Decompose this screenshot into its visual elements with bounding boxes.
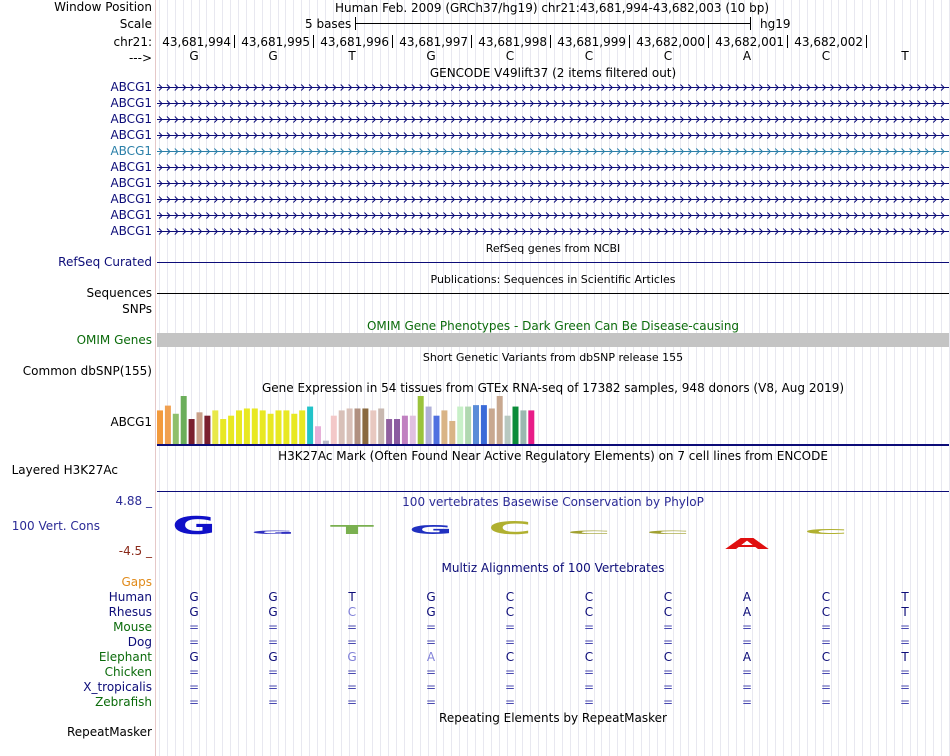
gtex-tissue-bar[interactable]	[181, 396, 187, 444]
gtex-tissue-bar[interactable]	[307, 407, 313, 444]
alignment-base: T	[901, 590, 909, 604]
gtex-tissue-bar[interactable]	[394, 419, 400, 444]
alignment-base: =	[583, 635, 595, 649]
alignment-base: =	[662, 620, 674, 634]
alignment-base: =	[267, 665, 279, 679]
alignment-base: =	[899, 665, 911, 679]
reference-base: G	[426, 49, 436, 63]
alignment-base: =	[583, 620, 595, 634]
alignment-base: C	[584, 650, 594, 664]
label-divider	[155, 0, 156, 756]
gencode-gene-label[interactable]: ABCG1	[110, 192, 152, 206]
reference-base: C	[821, 49, 831, 63]
alignment-base: C	[821, 590, 831, 604]
alignment-base: =	[504, 665, 516, 679]
alignment-base: =	[820, 680, 832, 694]
alignment-base: =	[583, 680, 595, 694]
phylop-base-logo: C	[488, 518, 532, 539]
alignment-base: =	[267, 635, 279, 649]
alignment-base: C	[821, 650, 831, 664]
gencode-transcript[interactable]	[157, 197, 949, 203]
alignment-base: =	[741, 695, 753, 709]
gtex-tissue-bar[interactable]	[386, 419, 392, 444]
phylop-logo[interactable]	[157, 512, 949, 552]
phylop-base-logo: C	[803, 527, 848, 536]
gencode-transcript[interactable]	[157, 149, 949, 155]
multiz-track-title: Multiz Alignments of 100 Vertebrates	[441, 561, 665, 575]
alignment-base: =	[346, 695, 358, 709]
gtex-tissue-bar[interactable]	[347, 408, 353, 444]
gencode-transcript[interactable]	[157, 133, 949, 139]
gtex-tissue-bar[interactable]	[212, 410, 218, 444]
alignment-base: =	[346, 680, 358, 694]
alignment-base: G	[189, 650, 199, 664]
alignment-base: C	[663, 650, 673, 664]
reference-base: C	[663, 49, 673, 63]
gtex-tissue-bar[interactable]	[370, 410, 376, 444]
position-tick-label: 43,681,996	[320, 35, 389, 49]
alignment-base: G	[347, 650, 357, 664]
gtex-tissue-bar[interactable]	[378, 408, 384, 444]
gencode-transcript[interactable]	[157, 213, 949, 219]
gtex-tissue-bar[interactable]	[220, 419, 226, 444]
gtex-tissue-bar[interactable]	[299, 410, 305, 444]
gtex-tissue-bar[interactable]	[339, 410, 345, 444]
reference-base: C	[505, 49, 515, 63]
gencode-gene-label[interactable]: ABCG1	[110, 112, 152, 126]
alignment-base: =	[267, 680, 279, 694]
alignment-base: =	[504, 635, 516, 649]
gtex-tissue-bar[interactable]	[331, 416, 337, 444]
gencode-gene-label[interactable]: ABCG1	[110, 208, 152, 222]
gencode-track-title: GENCODE V49lift37 (2 items filtered out)	[429, 66, 677, 80]
position-tick-label: 43,681,999	[557, 35, 626, 49]
alignment-base: =	[820, 665, 832, 679]
gtex-tissue-bar[interactable]	[283, 410, 289, 444]
alignment-base: A	[426, 650, 436, 664]
alignment-base: C	[663, 590, 673, 604]
refseq-track-title: RefSeq genes from NCBI	[485, 242, 621, 255]
gencode-transcript[interactable]	[157, 101, 949, 107]
refseq-track-label[interactable]: RefSeq Curated	[58, 255, 152, 269]
reference-base: G	[268, 49, 278, 63]
gtex-tissue-bar[interactable]	[402, 416, 408, 444]
phylop-min-label: -4.5 _	[118, 544, 152, 558]
alignment-base: =	[188, 665, 200, 679]
gtex-tissue-bar[interactable]	[276, 410, 282, 444]
position-tick-label: 43,681,995	[241, 35, 310, 49]
alignment-base: C	[584, 605, 594, 619]
position-tick-label: 43,682,002	[794, 35, 863, 49]
alignment-base: T	[901, 650, 909, 664]
phylop-base-logo: G	[409, 522, 454, 538]
alignment-base: =	[899, 695, 911, 709]
gtex-tissue-bar[interactable]	[505, 416, 511, 444]
gtex-tissue-bar[interactable]	[252, 408, 258, 444]
alignment-base: =	[662, 665, 674, 679]
scale-db: hg19	[760, 17, 791, 31]
alignment-base: G	[426, 605, 436, 619]
phylop-base-logo: G	[172, 512, 216, 541]
gencode-gene-label[interactable]: ABCG1	[110, 176, 152, 190]
gtex-tissue-bar[interactable]	[441, 410, 447, 444]
gtex-tissue-bar[interactable]	[410, 416, 416, 444]
species-label[interactable]: Elephant	[98, 650, 152, 664]
gtex-track-label[interactable]: ABCG1	[110, 415, 152, 429]
alignment-base: C	[347, 605, 357, 619]
alignment-base: C	[505, 650, 515, 664]
gaps-label: Gaps	[121, 575, 152, 589]
track-label-column	[0, 0, 155, 756]
gencode-gene-label[interactable]: ABCG1	[110, 96, 152, 110]
alignment-base: =	[188, 635, 200, 649]
reference-base: C	[584, 49, 594, 63]
gtex-tissue-bar[interactable]	[528, 410, 534, 444]
alignment-base: =	[820, 635, 832, 649]
alignment-base: =	[267, 695, 279, 709]
gtex-tissue-bar[interactable]	[165, 406, 171, 444]
alignment-base: =	[504, 620, 516, 634]
omim-track-title: OMIM Gene Phenotypes - Dark Green Can Be Disease-causing	[366, 319, 740, 333]
gencode-transcript[interactable]	[157, 181, 949, 187]
position-tick-label: 43,681,994	[162, 35, 231, 49]
gtex-tissue-bar[interactable]	[418, 396, 424, 444]
alignment-base: =	[346, 620, 358, 634]
position-tick-label: 43,681,997	[399, 35, 468, 49]
dbsnp-track-title: Short Genetic Variants from dbSNP release 155	[422, 351, 684, 364]
gtex-tissue-bar[interactable]	[481, 405, 487, 444]
gtex-tissue-bar[interactable]	[513, 407, 519, 444]
gtex-tissue-bar[interactable]	[473, 405, 479, 444]
gtex-tissue-bar[interactable]	[244, 408, 250, 444]
alignment-base: =	[346, 635, 358, 649]
alignment-base: G	[426, 590, 436, 604]
phylop-base-logo: T	[330, 522, 377, 538]
alignment-base: =	[425, 635, 437, 649]
alignment-base: G	[268, 590, 278, 604]
gtex-tissue-bar[interactable]	[520, 410, 526, 444]
alignment-base: =	[504, 695, 516, 709]
repeatmasker-track-title: Repeating Elements by RepeatMasker	[439, 711, 667, 725]
alignment-base: =	[425, 665, 437, 679]
gencode-transcript[interactable]	[157, 117, 949, 123]
alignment-base: C	[505, 605, 515, 619]
alignment-base: =	[188, 680, 200, 694]
gtex-tissue-bar[interactable]	[157, 410, 163, 444]
gencode-gene-track[interactable]	[157, 80, 949, 240]
alignment-base: =	[346, 665, 358, 679]
alignment-base: =	[741, 635, 753, 649]
alignment-base: =	[820, 695, 832, 709]
scale-label: Scale	[119, 17, 152, 31]
snps-track-label[interactable]: SNPs	[122, 302, 152, 316]
alignment-base: C	[505, 590, 515, 604]
phylop-base-logo: A	[725, 536, 771, 552]
alignment-base: =	[188, 695, 200, 709]
phylop-max-label: 4.88 _	[115, 494, 152, 508]
repeatmasker-track-label[interactable]: RepeatMasker	[66, 725, 152, 739]
gtex-tissue-bar[interactable]	[268, 414, 274, 444]
alignment-base: =	[741, 680, 753, 694]
gtex-tissue-bar[interactable]	[497, 396, 503, 444]
alignment-base: =	[741, 620, 753, 634]
gencode-transcript[interactable]	[157, 229, 949, 235]
alignment-base: A	[742, 605, 752, 619]
h3k27ac-track-title: H3K27Ac Mark (Often Found Near Active Regulatory Elements) on 7 cell lines from ENCODE	[278, 449, 828, 463]
reference-base: T	[348, 49, 356, 63]
alignment-base: =	[899, 620, 911, 634]
reference-base: T	[901, 49, 909, 63]
alignment-base: =	[425, 695, 437, 709]
gencode-gene-label[interactable]: ABCG1	[110, 144, 152, 158]
phylop-track-title: 100 vertebrates Basewise Conservation by PhyloP	[402, 495, 704, 509]
gtex-tissue-bar[interactable]	[426, 407, 432, 444]
h3k27ac-track-label[interactable]: Layered H3K27Ac	[11, 463, 118, 477]
alignment-base: T	[901, 605, 909, 619]
gtex-tissue-bar[interactable]	[228, 416, 234, 444]
alignment-base: =	[583, 695, 595, 709]
chrom-label: chr21:	[113, 35, 152, 49]
window-position-value: Human Feb. 2009 (GRCh37/hg19) chr21:43,681,994-43,682,003 (10 bp)	[334, 1, 770, 15]
gtex-tissue-bar[interactable]	[315, 426, 321, 444]
gtex-tissue-bar[interactable]	[197, 412, 203, 444]
gtex-tissue-bar[interactable]	[489, 408, 495, 444]
scale-value: 5 bases	[305, 17, 352, 31]
alignment-base: C	[821, 605, 831, 619]
gtex-track-title: Gene Expression in 54 tissues from GTEx RNA-seq of 17382 samples, 948 donors (V8, Aug 2019)	[261, 381, 845, 395]
alignment-base: G	[189, 605, 199, 619]
gtex-tissue-bar[interactable]	[260, 410, 266, 444]
alignment-base: G	[189, 590, 199, 604]
sequences-track-label[interactable]: Sequences	[86, 286, 152, 300]
position-tick-label: 43,681,998	[478, 35, 547, 49]
h3k27ac-baseline	[157, 491, 949, 492]
window-position-label: Window Position	[54, 0, 152, 14]
gtex-tissue-bar[interactable]	[362, 408, 368, 444]
alignment-base: =	[741, 665, 753, 679]
gencode-gene-label[interactable]: ABCG1	[110, 80, 152, 94]
gtex-tissue-bar[interactable]	[236, 410, 242, 444]
species-label[interactable]: Chicken	[104, 665, 152, 679]
alignment-base: T	[348, 590, 356, 604]
phylop-track-label[interactable]: 100 Vert. Cons	[11, 519, 100, 533]
species-label[interactable]: Dog	[127, 635, 152, 649]
alignment-base: A	[742, 590, 752, 604]
position-tick	[866, 35, 867, 48]
gencode-gene-label[interactable]: ABCG1	[110, 224, 152, 238]
omim-gene-bar[interactable]	[157, 333, 949, 347]
species-label[interactable]: Mouse	[113, 620, 152, 634]
alignment-base: =	[662, 695, 674, 709]
alignment-base: A	[742, 650, 752, 664]
gtex-tissue-bar[interactable]	[434, 416, 440, 444]
publications-line[interactable]	[157, 293, 949, 294]
gtex-bar-chart[interactable]	[157, 395, 949, 445]
reference-base: A	[742, 49, 752, 63]
reference-base: G	[189, 49, 199, 63]
species-label[interactable]: Zebrafish	[95, 695, 152, 709]
species-label[interactable]: Human	[108, 590, 152, 604]
alignment-base: =	[899, 635, 911, 649]
alignment-base: =	[188, 620, 200, 634]
alignment-base: =	[820, 620, 832, 634]
gtex-tissue-bar[interactable]	[449, 421, 455, 444]
position-tick-label: 43,682,001	[715, 35, 784, 49]
omim-track-label[interactable]: OMIM Genes	[76, 333, 152, 347]
alignment-base: =	[425, 680, 437, 694]
gtex-tissue-bar[interactable]	[189, 419, 195, 444]
gtex-tissue-bar[interactable]	[457, 407, 463, 444]
alignment-base: =	[583, 665, 595, 679]
alignment-base: =	[662, 635, 674, 649]
phylop-base-logo: G	[251, 530, 295, 536]
alignment-base: C	[663, 605, 673, 619]
gtex-tissue-bar[interactable]	[204, 416, 210, 444]
gtex-tissue-bar[interactable]	[173, 414, 179, 444]
gtex-tissue-bar[interactable]	[355, 408, 361, 444]
alignment-base: =	[899, 680, 911, 694]
gencode-transcript[interactable]	[157, 85, 949, 91]
alignment-base: C	[584, 590, 594, 604]
alignment-base: G	[268, 605, 278, 619]
strand-label: --->	[128, 51, 152, 65]
species-label[interactable]: X_tropicalis	[83, 680, 152, 694]
phylop-base-logo: C	[646, 530, 690, 536]
gtex-tissue-bar[interactable]	[291, 414, 297, 444]
gtex-gene-line	[157, 444, 949, 446]
dbsnp-track-label[interactable]: Common dbSNP(155)	[22, 364, 152, 378]
position-tick-label: 43,682,000	[636, 35, 705, 49]
alignment-base: =	[425, 620, 437, 634]
alignment-base: =	[662, 680, 674, 694]
refseq-gene-line[interactable]	[157, 262, 949, 263]
alignment-base: =	[267, 620, 279, 634]
alignment-base: =	[504, 680, 516, 694]
publications-track-title: Publications: Sequences in Scientific Articles	[430, 273, 676, 286]
gencode-transcript[interactable]	[157, 165, 949, 171]
species-label[interactable]: Rhesus	[108, 605, 152, 619]
gtex-tissue-bar[interactable]	[465, 407, 471, 444]
gencode-gene-label[interactable]: ABCG1	[110, 160, 152, 174]
gencode-gene-label[interactable]: ABCG1	[110, 128, 152, 142]
phylop-base-logo: C	[567, 530, 611, 536]
alignment-base: G	[268, 650, 278, 664]
